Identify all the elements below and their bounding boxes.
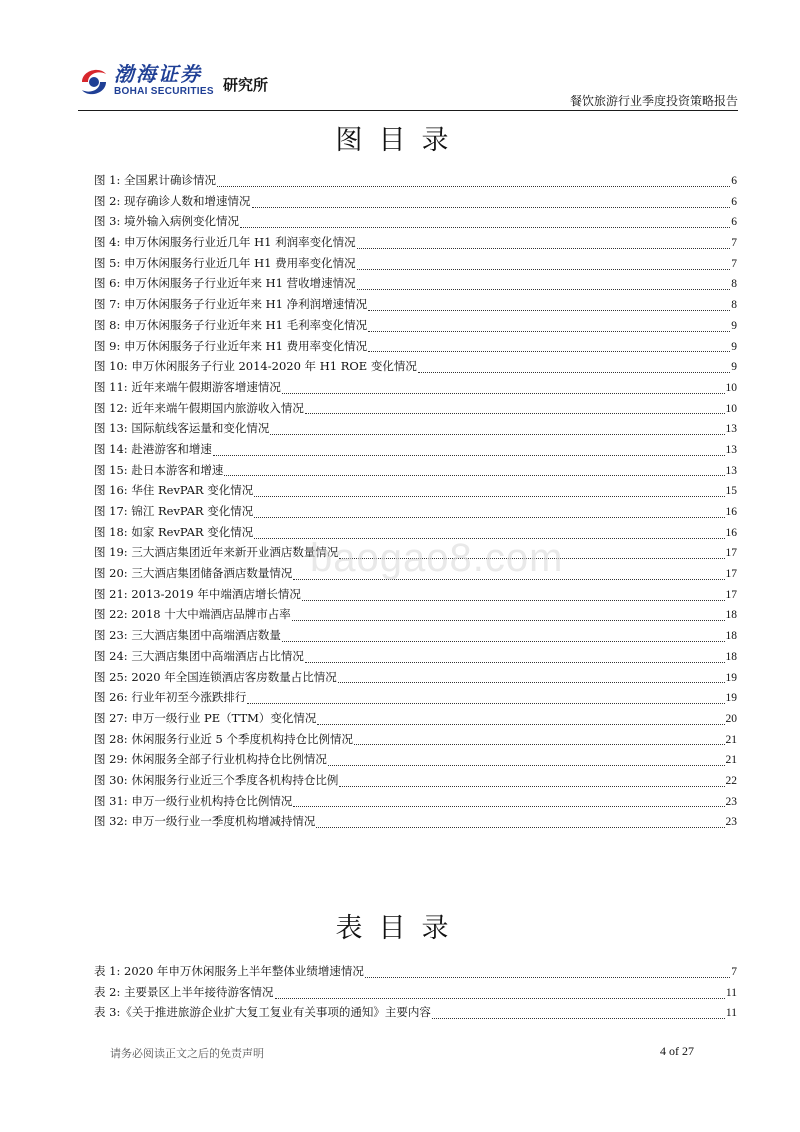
figure-entry-label: 图 6: 申万休闲服务子行业近年来 H1 营收增速情况 (94, 276, 356, 291)
figure-entry-page: 6 (731, 216, 737, 229)
dot-leader (254, 496, 724, 497)
figure-entry[interactable] (94, 710, 737, 731)
dot-leader (305, 662, 725, 663)
figure-entry[interactable] (94, 255, 737, 276)
dot-leader (213, 455, 725, 456)
figure-entry[interactable] (94, 358, 737, 379)
figure-entry-page: 16 (725, 506, 737, 518)
page-header (78, 58, 738, 111)
figure-entry-page: 16 (725, 526, 737, 539)
dot-leader (224, 475, 724, 476)
figure-entry[interactable] (94, 751, 737, 772)
figure-entry-label: 图 7: 申万休闲服务子行业近年来 H1 净利润增速情况 (94, 297, 368, 312)
figure-entry-label: 图 20: 三大酒店集团储备酒店数量情况 (94, 566, 293, 581)
table-entry[interactable] (94, 963, 737, 984)
table-entry-page: 7 (731, 966, 737, 978)
figure-entry-label: 图 17: 锦江 RevPAR 变化情况 (94, 504, 254, 518)
table-entry-page: 11 (725, 986, 737, 999)
figure-entry-page: 6 (731, 195, 737, 208)
figure-entry-page: 9 (731, 340, 737, 353)
figure-entry-page: 8 (731, 278, 737, 291)
figure-entry-label: 图 2: 现存确诊人数和增速情况 (94, 193, 251, 208)
figure-entry-label: 图 16: 华住 RevPAR 变化情况 (94, 483, 254, 498)
watermark: baogao8.com (310, 536, 564, 580)
figure-entry[interactable] (94, 400, 737, 421)
figure-entry-label: 图 27: 申万一级行业 PE（TTM）变化情况 (94, 710, 317, 725)
figure-entry-label: 图 24: 三大酒店集团中高端酒店占比情况 (94, 648, 304, 663)
figure-entry-page: 10 (725, 402, 737, 415)
figure-entry-label: 图 21: 2013-2019 年中端酒店增长情况 (94, 586, 301, 601)
figure-entry-page: 18 (725, 650, 737, 663)
dot-leader (432, 1018, 725, 1019)
figure-entry-label: 图 29: 休闲服务全部子行业机构持仓比例情况 (94, 752, 327, 767)
figure-entry-page: 15 (725, 485, 737, 498)
table-entry[interactable] (94, 1004, 737, 1025)
table-entry-label: 表 2: 主要景区上半年接待游客情况 (94, 984, 274, 999)
figure-entry-page: 6 (731, 175, 737, 187)
figures-section-title: 图目录 (335, 125, 465, 156)
figure-entry-label: 图 19: 三大酒店集团近年来新开业酒店数量情况 (94, 545, 339, 560)
dot-leader (339, 786, 724, 787)
figure-entry[interactable] (94, 193, 737, 214)
figure-entry-label: 图 22: 2018 十大中端酒店品牌市占率 (94, 607, 291, 622)
figure-entry-page: 8 (731, 299, 737, 312)
page-number: 4 of 27 (660, 1044, 694, 1058)
figure-entry[interactable] (94, 772, 737, 793)
figure-entry[interactable] (94, 689, 737, 710)
dot-leader (254, 517, 724, 518)
table-entry-label: 表 1: 2020 年申万休闲服务上半年整体业绩增速情况 (94, 964, 364, 978)
figure-entry-page: 9 (731, 319, 737, 332)
logo-chinese-name: 渤海证券 (114, 62, 202, 86)
dot-leader (292, 620, 725, 621)
figure-entry-page: 9 (731, 361, 737, 374)
figure-entry-page: 17 (725, 547, 737, 560)
figure-entry-page: 23 (725, 816, 737, 829)
dot-leader (357, 289, 731, 290)
figure-entry-page: 13 (725, 423, 737, 436)
figure-entry-label: 图 9: 申万休闲服务子行业近年来 H1 费用率变化情况 (94, 338, 368, 353)
figure-entry-page: 21 (725, 754, 737, 767)
disclaimer-note: 请务必阅读正文之后的免责声明 (110, 1047, 264, 1060)
dot-leader (338, 682, 725, 683)
dot-leader (328, 765, 725, 766)
dot-leader (305, 413, 725, 414)
figure-entry-label: 图 15: 赴日本游客和增速 (94, 462, 224, 477)
dot-leader (252, 207, 731, 208)
table-entry[interactable] (94, 984, 737, 1005)
figure-entry-label: 图 5: 申万休闲服务行业近几年 H1 费用率变化情况 (94, 255, 356, 270)
figure-entry-page: 19 (725, 671, 737, 684)
figure-entry[interactable] (94, 731, 737, 752)
figure-entry-label: 图 12: 近年来端午假期国内旅游收入情况 (94, 400, 304, 415)
figure-entry-label: 图 3: 境外输入病例变化情况 (94, 214, 240, 229)
figure-entry[interactable] (94, 669, 737, 690)
tables-section-title: 表目录 (335, 913, 465, 944)
figure-entry-page: 22 (725, 774, 737, 787)
figure-entry-label: 图 10: 申万休闲服务子行业 2014-2020 年 H1 ROE 变化情况 (94, 359, 417, 374)
figure-entry[interactable] (94, 379, 737, 400)
logo-department: 研究所 (223, 76, 269, 94)
dot-leader (316, 827, 724, 828)
figure-entry-page: 13 (725, 443, 737, 456)
report-title: 餐饮旅游行业季度投资策略报告 (569, 94, 738, 108)
figure-entry[interactable] (94, 172, 737, 193)
dot-leader (418, 372, 730, 373)
figure-entry[interactable] (94, 317, 737, 338)
figures-list (94, 172, 737, 834)
dot-leader (365, 977, 730, 978)
figure-entry-label: 图 31: 申万一级行业机构持仓比例情况 (94, 793, 293, 808)
dot-leader (282, 641, 725, 642)
figure-entry-page: 19 (725, 692, 737, 705)
dot-leader (368, 310, 730, 311)
figure-entry-label: 图 32: 申万一级行业一季度机构增减持情况 (94, 814, 316, 829)
figure-entry[interactable] (94, 234, 737, 255)
figure-entry-label: 图 25: 2020 年全国连锁酒店客房数量占比情况 (94, 669, 337, 684)
figure-entry-page: 10 (725, 381, 737, 394)
figure-entry-label: 图 8: 申万休闲服务子行业近年来 H1 毛利率变化情况 (94, 317, 368, 332)
table-entry-page: 11 (725, 1007, 737, 1020)
figure-entry-label: 图 11: 近年来端午假期游客增速情况 (94, 379, 281, 394)
figure-entry[interactable] (94, 813, 737, 834)
dot-leader (293, 806, 724, 807)
figure-entry[interactable] (94, 213, 737, 234)
figure-entry[interactable] (94, 586, 737, 607)
figure-entry-page: 18 (725, 630, 737, 643)
figure-entry-page: 21 (725, 733, 737, 746)
figure-entry[interactable] (94, 338, 737, 359)
figure-entry-label: 图 4: 申万休闲服务行业近几年 H1 利润率变化情况 (94, 235, 356, 250)
figure-entry-page: 18 (725, 609, 737, 622)
figure-entry[interactable] (94, 648, 737, 669)
figure-entry[interactable] (94, 420, 737, 441)
figure-entry[interactable] (94, 627, 737, 648)
dot-leader (302, 600, 725, 601)
figure-entry-label: 图 30: 休闲服务行业近三个季度各机构持仓比例 (94, 772, 339, 787)
dot-leader (275, 998, 725, 999)
figure-entry-page: 23 (725, 795, 737, 808)
figure-entry-page: 7 (731, 257, 737, 270)
dot-leader (247, 703, 724, 704)
figure-entry[interactable] (94, 606, 737, 627)
dot-leader (282, 393, 725, 394)
dot-leader (357, 269, 731, 270)
figure-entry-label: 图 14: 赴港游客和增速 (94, 441, 212, 456)
dot-leader (354, 744, 725, 745)
dot-leader (217, 186, 730, 187)
figure-entry-label: 图 26: 行业年初至今涨跌排行 (94, 690, 247, 705)
figure-entry-label: 图 23: 三大酒店集团中高端酒店数量 (94, 628, 281, 643)
figure-entry[interactable] (94, 462, 737, 483)
figure-entry-page: 7 (731, 237, 737, 250)
dot-leader (317, 724, 724, 725)
figure-entry[interactable] (94, 503, 737, 524)
figure-entry-label: 图 13: 国际航线客运量和变化情况 (94, 421, 270, 436)
dot-leader (270, 434, 724, 435)
dot-leader (240, 227, 730, 228)
figure-entry-page: 20 (725, 712, 737, 725)
figure-entry[interactable] (94, 275, 737, 296)
tables-list (94, 963, 737, 1025)
figure-entry[interactable] (94, 296, 737, 317)
figure-entry[interactable] (94, 793, 737, 814)
figure-entry-label: 图 28: 休闲服务行业近 5 个季度机构持仓比例情况 (94, 731, 353, 746)
dot-leader (357, 248, 731, 249)
bohai-logo-icon (78, 62, 110, 102)
figure-entry-page: 13 (725, 464, 737, 477)
dot-leader (368, 331, 730, 332)
figure-entry-label: 图 18: 如家 RevPAR 变化情况 (94, 524, 254, 539)
logo-english-name: BOHAI SECURITIES (114, 86, 214, 97)
figure-entry[interactable] (94, 482, 737, 503)
table-entry-label: 表 3:《关于推进旅游企业扩大复工复业有关事项的通知》主要内容 (94, 1005, 431, 1020)
figure-entry-page: 17 (725, 588, 737, 601)
figure-entry-page: 17 (725, 568, 737, 581)
figure-entry-label: 图 1: 全国累计确诊情况 (94, 173, 217, 187)
figure-entry[interactable] (94, 441, 737, 462)
dot-leader (368, 351, 730, 352)
